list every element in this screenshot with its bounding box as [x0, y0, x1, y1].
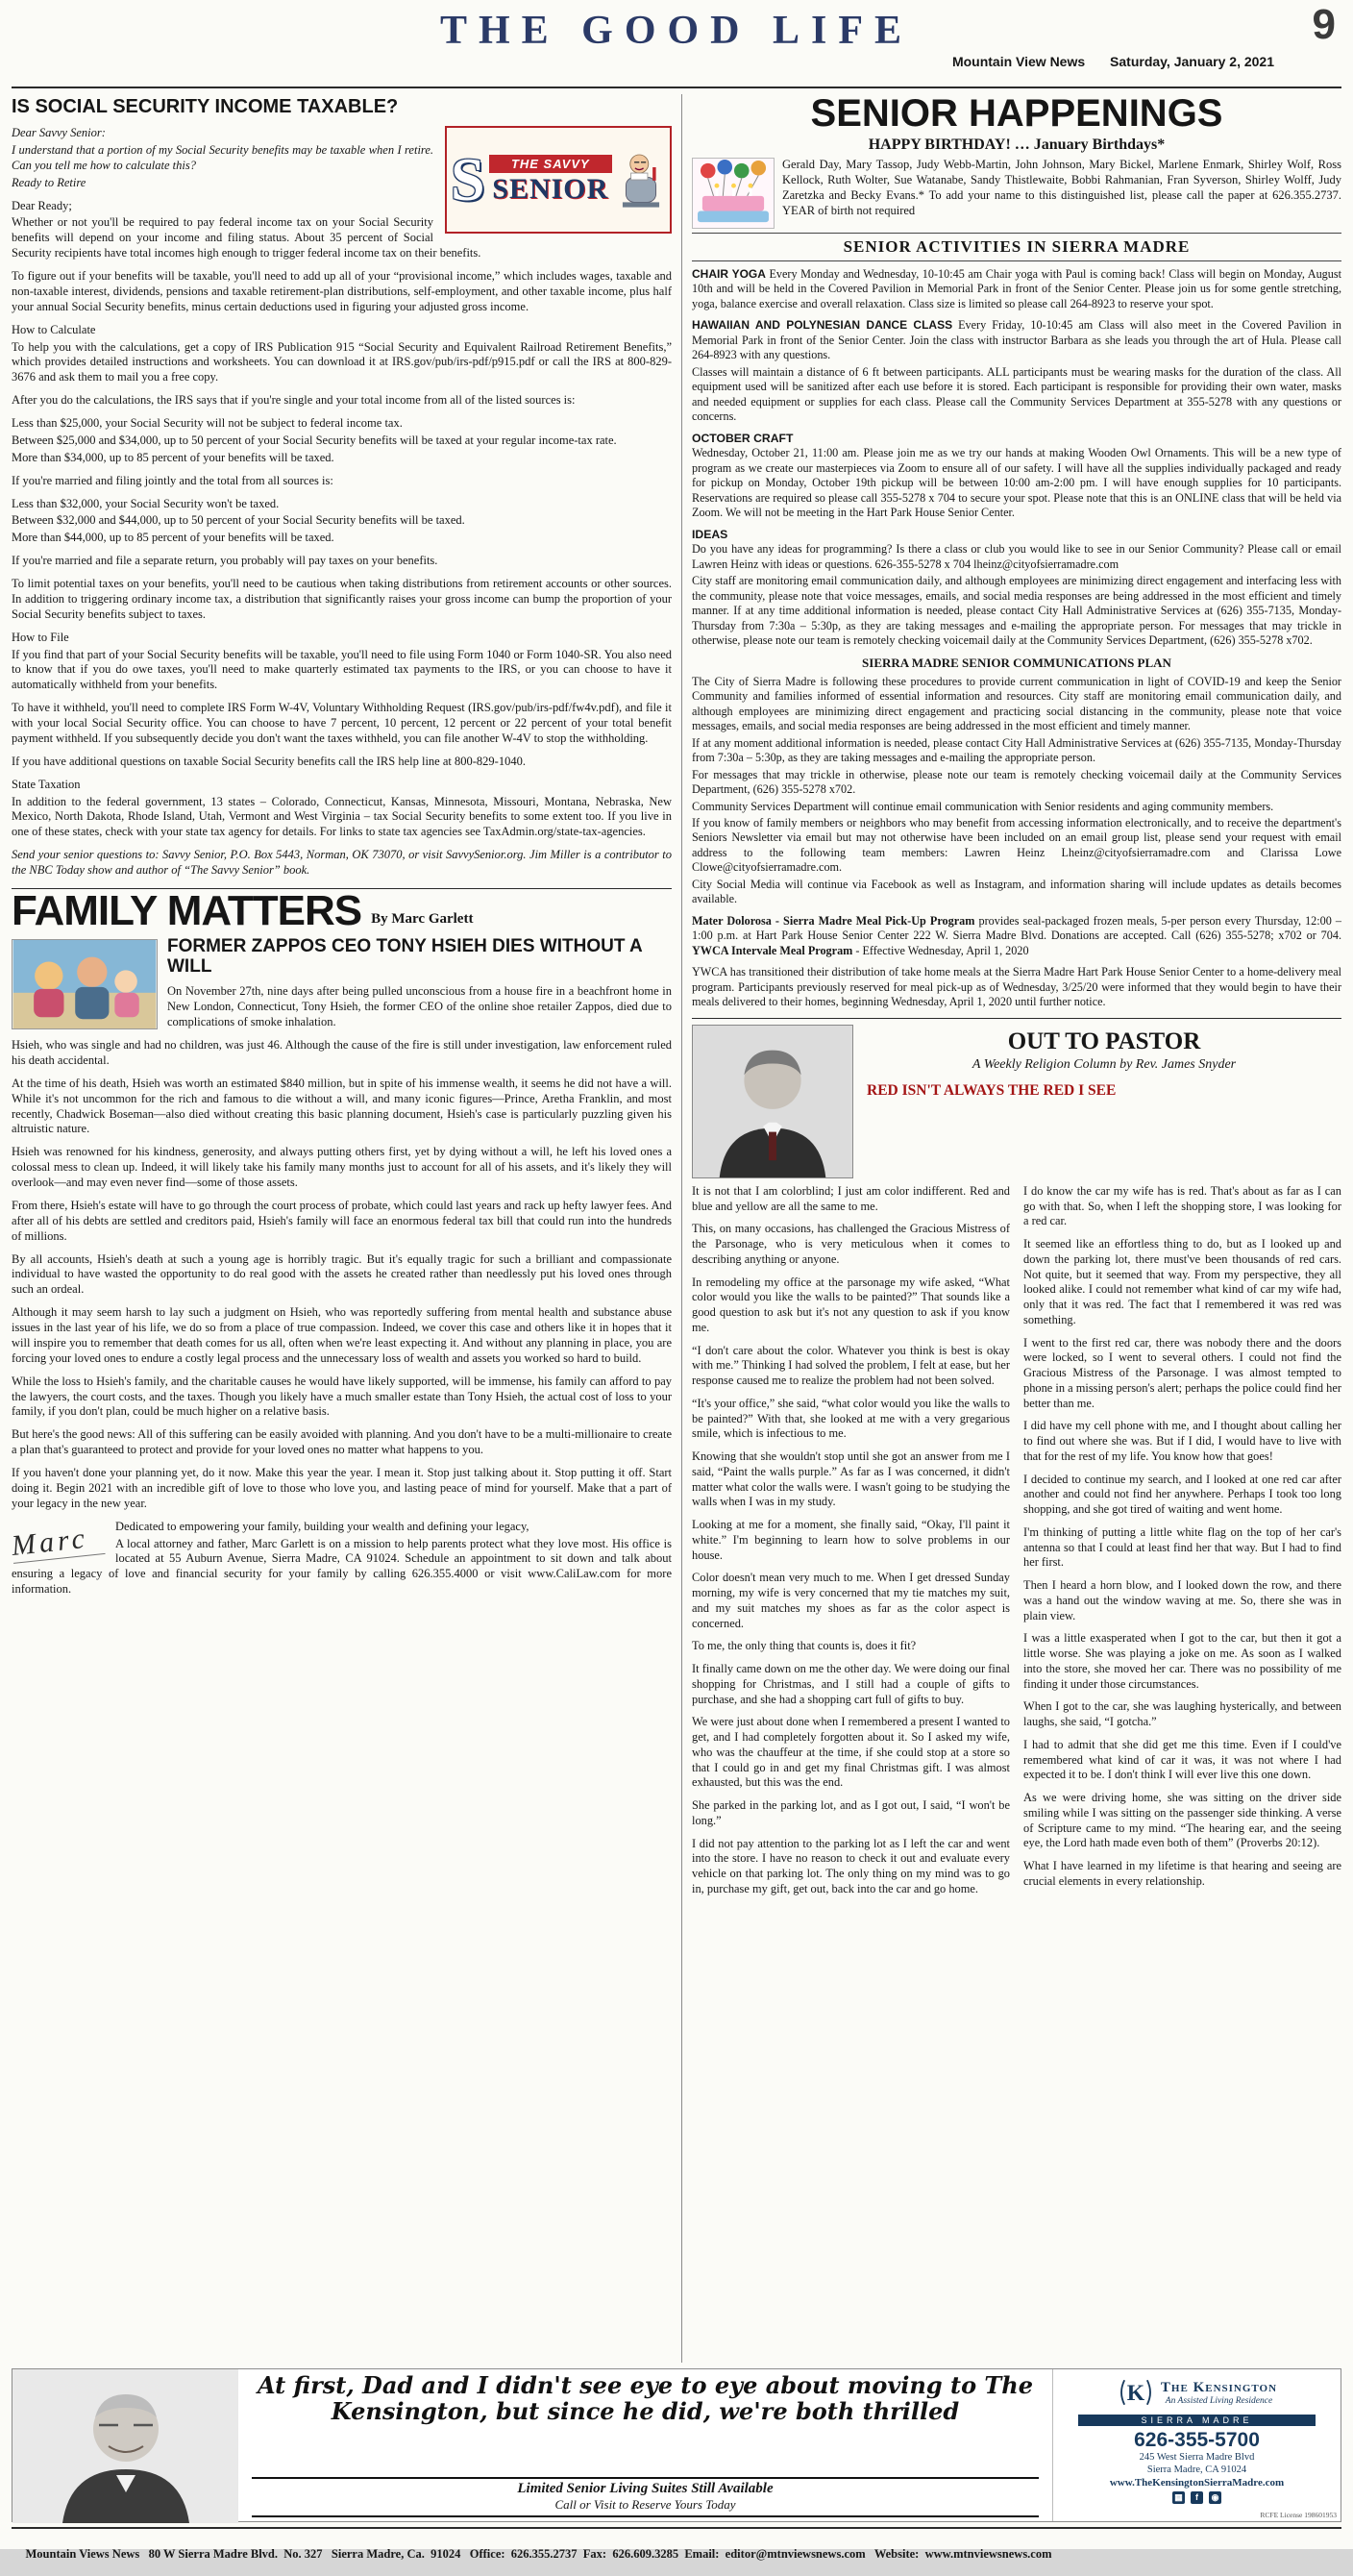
kensington-brand-block	[1052, 2369, 1341, 2521]
paragraph: Knowing that she wouldn't stop until she got an answer from me I said, “Paint the walls purple.” As far as I was concerned, it didn't matter what color the walls were. I wasn't going to be studying the walls when I was in my study.	[692, 1449, 1010, 1509]
page-body	[12, 94, 1341, 2363]
activity-item	[692, 267, 1341, 311]
family-matters-titlebar	[12, 886, 672, 934]
paragraph: Less than $25,000, your Social Security will not be subject to federal income tax.	[12, 416, 403, 430]
paragraph: If you have additional questions on taxable Social Security benefits call the IRS help line at 800-829-1040.	[12, 754, 526, 768]
ad-quote: At first, Dad and I didn't see eye to eye about moving to The Kensington, but since he did, we're both thrilled	[257, 2371, 1034, 2425]
paragraph: Between $32,000 and $44,000, up to 50 percent of your Social Security benefits will be taxed.	[12, 513, 465, 528]
paragraph: Color doesn't mean very much to me. When I get dressed Sunday morning, my wife is very concerned that my tie matches my suit, and my suit matches my shoes as far as the color aspect is concerned.	[692, 1571, 1010, 1630]
paragraph: If you're married and filing jointly and the total from all sources is:	[12, 473, 333, 487]
paragraph: If you haven't done your planning yet, do it now. Make this year the year. I mean it. Stop just talking about it. Stop putting it off. Start doing it. Begin 2021 with an incredible gift of love to those who love you, and lasting peace of mind for yourself. Make that a part of your legacy in the new year.	[12, 1466, 672, 1510]
brand-city-band: SIERRA MADRE	[1078, 2415, 1316, 2426]
footer-contact-line: Mountain Views News 80 W Sierra Madre Blvd. No. 327 Sierra Madre, Ca. 91024 Office: 626.355.2737 Fax: 626.609.3285 Email: editor@mtnviewsnews.com Website: www.mtnviewsnews.com	[25, 2547, 1052, 2561]
paper-name: Mountain View News	[951, 54, 1086, 69]
paragraph: We were just about done when I remembered a present I wanted to get, and I had completely forgotten about it. So I asked my wife, who was the chauffeur at the time, if she could stop at a store so that I could go in and get my final Christmas gift. I was almost exhausted, but this was the end.	[692, 1715, 1010, 1790]
paragraph: I do know the car my wife has is red. That's about as far as I can go with that. So, when I left the shopping store, I was looking for a red car.	[1023, 1183, 1341, 1228]
pastor-columns	[692, 1184, 1341, 1905]
paragraph: Hsieh, who was single and had no children, was just 46. Although the cause of the fire is still under investigation, law enforcement ruled his death accidental.	[12, 1038, 672, 1067]
meal-program-text: provides seal-packaged frozen meals, 5-per person every Thursday, 12:00 – 1:00 p.m. at Hart Park House Senior Center 222 W. Sierra Madre Blvd. Donations are accepted. Call (626) 355-5278; x702 or 704.	[692, 913, 1342, 943]
paragraph: To limit potential taxes on your benefits, you'll need to be cautious when taking distributions from retirement accounts or other sources. In addition to triggering ordinary income tax, a distribution that significantly raises your gross income can bump the proportion of your Social Security benefits subject to taxes.	[12, 577, 672, 621]
paragraph: Classes will maintain a distance of 6 ft between participants. ALL participants must be wearing masks for the duration of the class. All equipment used will be sanitized after each use before it is stored. Each participant is responsible for providing their own water, masks and needed equipment or supplies for each class. Please call the Community Services Department at 355-5278 with any questions or concerns.	[692, 364, 1341, 424]
paragraph: To have it withheld, you'll need to complete IRS Form W-4V, Voluntary Withholding Request (IRS.gov/pub/irs-pdf/fw4v.pdf), and file it with your local Social Security office. You can choose to have 7 percent, 10 percent, 12 percent or 22 percent of your total benefit payment withheld. If you subsequently decide you don't want the taxes withheld, you can file another W-4V to stop the withholding.	[12, 701, 672, 745]
senior-happenings-section	[692, 94, 1341, 229]
sub-heading: How to Calculate	[12, 322, 96, 336]
ad-strip-line2: Call or Visit to Reserve Yours Today	[554, 2497, 736, 2512]
paragraph: This, on many occasions, has challenged the Gracious Mistress of the Parsonage, who is very meticulous when it comes to describing anything or anyone.	[692, 1222, 1010, 1266]
instagram-icon: ◉	[1209, 2491, 1221, 2504]
section-title: THE GOOD LIFE	[439, 9, 914, 53]
paragraph: On November 27th, nine days after being pulled unconscious from a house fire in a beachfront home in New London, Connecticut, Tony Hsieh, the former CEO of the online shoe retailer Zappos, died due to complications of smoke inhalation.	[167, 984, 672, 1029]
paragraph: If you know of family members or neighbors who may benefit from accessing information electronically, and to receive the department's Seniors Newsletter via email but may not otherwise have been included on an email group list, please send your request with email address to the following team members: Lawren Heinz Lheinz@cityofsierramadre.com and Clarissa Lowe Clowe@cityofsierramadre.com.	[692, 815, 1341, 875]
paragraph: If you find that part of your Social Security benefits will be taxable, you'll need to file using Form 1040 or Form 1040-SR. You also need to know that if you do owe taxes, you'll need to make quarterly estimated tax payments to the IRS, or you can choose to have it automatically withheld from your benefits.	[12, 647, 672, 692]
paragraph: To help you with the calculations, get a copy of IRS Publication 915 “Social Security and Equivalent Railroad Retirement Benefits,” which provides detailed instructions and worksheets. You can download it at IRS.gov/pub/irs-pdf/p915.pdf or call the IRS at 800-829-3676 and ask them to mail you a free copy.	[12, 339, 672, 384]
paragraph: Then I heard a horn blow, and I looked down the row, and there was a hand out the window waving at me. So, there she was in plain view.	[1023, 1578, 1341, 1622]
paragraph: Although it may seem harsh to lay such a judgment on Hsieh, who was reportedly suffering from mental health and substance abuse issues in the last year of his life, we do so from a place of true compassion. Indeed, we cover this case and others like it in hopes that it will inspire you to remember that death comes for us all, often when we're least expecting it. And without any planning in place, you are forcing your loved ones to endure a costly legal process and the unnecessary loss of wealth and assets you worked so hard to build.	[12, 1305, 672, 1365]
page-number: 9	[1312, 1, 1336, 48]
activities-heading: SENIOR ACTIVITIES IN SIERRA MADRE	[692, 233, 1341, 261]
column-footer-note: Send your senior questions to: Savvy Senior, P.O. Box 5443, Norman, OK 73070, or visit SavvySenior.org. Jim Miller is a contributor to the NBC Today show and author of “The Savvy Senior” book.	[12, 848, 672, 877]
pastor-right-column	[1023, 1184, 1341, 1905]
article-title: FAMILY MATTERS	[12, 886, 362, 934]
family-photo	[12, 939, 158, 1029]
svg-text:K: K	[1126, 2381, 1145, 2407]
ad-website-url: www.TheKensingtonSierraMadre.com	[1109, 2477, 1285, 2489]
left-column	[12, 94, 682, 2363]
paragraph: Dear Ready;	[12, 198, 72, 212]
paragraph: Between $25,000 and $34,000, up to 50 percent of your Social Security benefits will be taxed at your regular income-tax rate.	[12, 433, 617, 447]
byline: By Marc Garlett	[371, 910, 474, 927]
paragraph: Whether or not you'll be required to pay federal income tax on your Social Security benefits will depend on your income and filing status. About 35 percent of Social Security recipients have total incomes high enough to trigger federal income tax on their benefits.	[12, 215, 481, 260]
paragraph: More than $44,000, up to 85 percent of your benefits will be taxed.	[12, 531, 334, 545]
paragraph: But here's the good news: All of this suffering can be easily avoided with planning. And you don't have to be a multi-millionaire to create a plan that's guaranteed to protect and provide for your loved ones no matter what happens to you.	[12, 1427, 672, 1457]
savvy-senior-cartoon-icon	[616, 138, 666, 221]
ad-license-number: RCFE License 198601953	[1260, 2510, 1337, 2519]
pastor-titles	[867, 1025, 1341, 1178]
intro-signoff: Ready to Retire	[12, 175, 86, 189]
activity-lead: CHAIR YOGA	[692, 267, 766, 281]
ad-message	[238, 2369, 1052, 2521]
paragraph: At the time of his death, Hsieh was worth an estimated $840 million, but in spite of his immense wealth, it seems he did not have a will. While it's not uncommon for the rich and famous to die without a will, and many iconic figures—Prince, Aretha Franklin, and most recently, Chadwick Boseman—also died without creating this basic planning document, Hsieh's case is particularly puzzling given his altruistic nature.	[12, 1076, 672, 1136]
ad-strip-line1: Limited Senior Living Suites Still Available	[517, 2481, 774, 2496]
ad-availability-strip	[252, 2477, 1039, 2517]
ywca-program-date: - Effective Wednesday, April 1, 2020	[855, 943, 1029, 957]
activity-text: Do you have any ideas for programming? Is there a class or club you would like to see in our Senior Community? Please call or email Lawren Heinz with ideas or questions. 626-355-5278 x 704 lheinz@cityofsierramadre.com	[692, 542, 1341, 571]
paragraph: The City of Sierra Madre is following these procedures to provide current communication in light of COVID-19 and keep the Senior Community and families informed of essential information and resources. City staff are monitoring email communication daily, and although employees are minimizing direct engagement and practicing social distancing in the community, please note that voice messages, emails, and social media responses are being addressed in the most efficient and timely manner.	[692, 674, 1341, 733]
kensington-logo	[1117, 2373, 1155, 2412]
paragraph: In addition to the federal government, 13 states – Colorado, Connecticut, Kansas, Minnesota, Missouri, Montana, Nebraska, New Mexico, North Dakota, Rhode Island, Utah, Vermont and West Virginia – tax Social Security benefits to some extent too. If you live in one of these states, check with your state tax agency for details. For links to state tax agencies see TaxAdmin.org/state-tax-agencies.	[12, 794, 672, 839]
marc-signature: Marc	[10, 1521, 105, 1564]
savvy-logo-senior: SENIOR	[492, 172, 609, 205]
senior-activities-section	[692, 233, 1341, 1010]
qr-code-icon: ▦	[1172, 2491, 1185, 2504]
intro-salutation: Dear Savvy Senior:	[12, 126, 106, 139]
paragraph: When I got to the car, she was laughing hysterically, and between laughs, she said, “I gotcha.”	[1023, 1699, 1341, 1729]
paragraph: For messages that may trickle in otherwise, please note our team is remotely checking voicemail daily at the Community Services Department, (626) 355-5278 x702.	[692, 767, 1341, 797]
meal-program-lead: Mater Dolorosa - Sierra Madre Meal Pick-Up Program	[692, 913, 975, 928]
meal-program-item	[692, 914, 1341, 958]
activity-lead: OCTOBER CRAFT	[692, 431, 794, 445]
paragraph: “I don't care about the color. Whatever you think is best is okay with me.” Thinking I had solved the problem, I felt at ease, but her response caused me to realize the problem had not been solved.	[692, 1343, 1010, 1388]
article-subhead: FORMER ZAPPOS CEO TONY HSIEH DIES WITHOUT A WILL	[167, 935, 643, 977]
column-subtitle: A Weekly Religion Column by Rev. James Snyder	[972, 1056, 1237, 1072]
activity-text: Wednesday, October 21, 11:00 am. Please join me as we try our hands at making Wooden Owl Ornaments. This will be a new type of program as we create our masterpieces via Zoom to ensure all of our safety. I will have all the supplies individually packaged and ready for pickup on Monday, October 19th pickup will be between 10:00 am-2:00 pm. I will have enough supplies for 10 participants. Reservations are required so please call 355-5278 x 704 to secure your spot. Please note that this is an ONLINE class that will be held via Zoom. We will not be meeting in the Hart Park House Senior Center.	[692, 446, 1341, 520]
pastor-photo	[692, 1025, 853, 1178]
kensington-ad	[12, 2368, 1341, 2522]
article-headline: IS SOCIAL SECURITY INCOME TAXABLE?	[12, 96, 399, 117]
paragraph: While the loss to Hsieh's family, and the charitable causes he would have likely supported, will be immense, his family can afford to pay the lawyers, the court costs, and the taxes. Though you likely have a much smaller estate than Tony Hsieh, the actual cost of loss to your family, if you don't plan, could be much higher on a relative basis.	[12, 1374, 672, 1419]
paragraph: She parked in the parking lot, and as I got out, I said, “I won't be long.”	[692, 1798, 1010, 1827]
ad-address-line1: 245 West Sierra Madre Blvd	[1139, 2452, 1255, 2463]
page-footer	[12, 2527, 1341, 2576]
masthead-line	[12, 54, 1341, 69]
paragraph: It is not that I am colorblind; I just am color indifferent. Red and blue and yellow are all the same to me.	[692, 1183, 1010, 1213]
page-header	[12, 1, 1341, 88]
paragraph: To me, the only thing that counts is, does it fit?	[692, 1639, 917, 1653]
column-title: OUT TO PASTOR	[1007, 1028, 1201, 1054]
paragraph: After you do the calculations, the IRS says that if you're single and your total income from all of the listed sources is:	[12, 393, 576, 408]
paragraph: City Social Media will continue via Facebook as well as Instagram, and information sharing will include updates as details becomes available.	[692, 877, 1341, 906]
paragraph: I did not pay attention to the parking lot as I left the car and went into the store. I have no reason to check it out and evaluate every vehicle on that parking lot. The only thing on my mind was to go in, purchase my gift, get out, back into the car and go home.	[692, 1836, 1010, 1895]
family-matters-article	[12, 888, 672, 1598]
column-headline: RED ISN'T ALWAYS THE RED I SEE	[867, 1081, 1117, 1099]
author-closing	[12, 1520, 672, 1598]
birthday-names	[782, 158, 1341, 219]
paragraph: To figure out if your benefits will be taxable, you'll need to add up all of your “provisional income,” which includes wages, taxable and non-taxable interest, dividends, pensions and taxable retirement-plan distributions, self-employment, and other taxable income, plus half your annual Social Security benefits, minus certain deductions used in figuring your adjusted gross income.	[12, 269, 672, 313]
pastor-header	[692, 1025, 1341, 1178]
section-headline: SENIOR HAPPENINGS	[810, 92, 1223, 135]
ad-address-line2: Sierra Madre, CA 91024	[1146, 2464, 1247, 2475]
birthday-block	[692, 158, 1341, 229]
activity-item	[692, 318, 1341, 362]
paragraph: If at any moment additional information is needed, please contact City Hall Administrative Services at (626) 355-7135, Monday-Thursday from 7:30a – 5:30p, as they are taking messages and e-mailing the appropriate person.	[692, 735, 1341, 765]
paragraph: Community Services Department will continue email communication with Senior residents and aging community members.	[692, 799, 1274, 813]
kensington-resident-photo	[12, 2369, 238, 2521]
activity-text: Every Monday and Wednesday, 10-10:45 am Chair yoga with Paul is coming back! Class will begin on Monday, August 10th and will be held in the Covered Pavilion in Memorial Park in front of the Senior Center. Please join us for some gentle stretching, yoga, balance exercise and overall relaxation. Class size is limited so please call 264-8923 to reserve your spot.	[692, 267, 1341, 310]
sub-heading: State Taxation	[12, 777, 81, 791]
author-bio: A local attorney and father, Marc Garlett is on a mission to help parents protect what they love most. His office is located at 55 Auburn Avenue, Sierra Madre, CA 91024. Schedule an appointment to sit down and talk about ensuring a legacy of love and financial security for your family by calling 626.355.4000 or visit www.CaliLaw.com for more information.	[12, 1536, 672, 1597]
sub-heading: How to File	[12, 630, 69, 644]
paragraph: YWCA has transitioned their distribution of take home meals at the Sierra Madre Hart Park House Senior Center to a home-delivery meal program. Participants previously reserved for meal pick-up as of Wednesday, 3/25/20 were informed that they would begin to have their meals delivered to their homes, beginning Wednesday, April 1, 2020 until further notice.	[692, 965, 1341, 1009]
savvy-senior-logo	[445, 126, 672, 234]
paragraph: Less than $32,000, your Social Security won't be taxed.	[12, 496, 280, 510]
activity-lead: IDEAS	[692, 527, 728, 541]
paragraph: I decided to continue my search, and I looked at one red car after another and could not find her anywhere. Perhaps I took too long shopping, and she got tired of waiting and went home.	[1023, 1472, 1341, 1517]
paragraph: I was a little exasperated when I got to the car, but then it got a little worse. She was playing a joke on me. As soon as I walked into the store, she moved her car. There was no possibility of me finding it under those circumstances.	[1023, 1631, 1341, 1691]
paragraph: More than $34,000, up to 85 percent of your benefits will be taxed.	[12, 450, 334, 464]
birthday-names-list: Gerald Day, Mary Tassop, Judy Webb-Martin, John Johnson, Mary Bickel, Marlene Enmark, Shirley Wolf, Ross Kellock, Ruth Wolter, Sue Watanabe, Sandy Thistlewaite, Bobbi Rahmanian, Fran Syverson, Shirley Wolff, Judy Zaretzka and Becky Evans.*	[782, 158, 1341, 202]
paragraph: Hsieh was renowned for his kindness, generosity, and always putting others first, yet by dying without a will, he left his loved ones a colossal mess to clean up. Indeed, it will likely take his family many months just to account for all of his assets, and it's likely they will overlook—and may even never find—some of those assets.	[12, 1145, 672, 1190]
activity-lead: HAWAIIAN AND POLYNESIAN DANCE CLASS	[692, 318, 953, 333]
ywca-program-lead: YWCA Intervale Meal Program	[692, 943, 853, 957]
savvy-logo-letter: S	[451, 145, 485, 213]
brand-name: The Kensington	[1160, 2379, 1278, 2395]
brand-tagline: An Assisted Living Residence	[1165, 2395, 1273, 2406]
closing-line: Dedicated to empowering your family, building your wealth and defining your legacy,	[115, 1519, 529, 1533]
paragraph: Looking at me for a moment, she finally said, “Okay, I'll paint it white.” I'm beginning to learn how to solve problems in our house.	[692, 1518, 1010, 1562]
issue-date: Saturday, January 2, 2021	[1110, 54, 1274, 69]
paragraph: In remodeling my office at the parsonage my wife asked, “What color would you like the walls to be painted?” That sounds like a good question to ask but it's not any question to ask if you know me.	[692, 1275, 1010, 1334]
paragraph: “It's your office,” she said, “what color would you like the walls to be painted?” With that, she looked at me with a very gregarious smile, which is infectious to me.	[692, 1396, 1010, 1441]
birthday-cake-icon	[692, 158, 775, 229]
ad-phone-number: 626-355-5700	[1134, 2429, 1260, 2451]
paragraph: I had to admit that she did get me this time. Even if I could've remembered what kind of car it was, it was not where I had expected it to be. I don't think I will ever live this one down.	[1023, 1737, 1341, 1782]
paragraph: It seemed like an effortless thing to do, but as I looked up and down the parking lot, there must've been thousands of red cars. Not quite, but it seemed that way. From my perspective, they all looked alike. I could not remember what kind of car my wife had, only that it was red. The fact that I remembered it was red was something.	[1023, 1237, 1341, 1326]
paragraph: City staff are monitoring email communication daily, and although employees are minimizing direct engagement and interfacing less with the community, please note that voice messages, emails, and social media responses are being addressed in the most efficient and timely manner. If at any time additional information is needed, please contact City Hall Administrative Services at (626) 355-7135, Monday-Thursday from 7:30a – 5:30p, as they are taking messages and e-mailing the appropriate person. For messages that may trickle in otherwise, please note our team is remotely checking voicemail daily at the Community Services Department, (626) 355-5278 x702.	[692, 574, 1341, 648]
savvy-senior-article	[12, 96, 672, 879]
right-column	[682, 94, 1341, 2363]
paragraph: I did have my cell phone with me, and I thought about calling her to find out where she was. But if I did, I would have to live with that for the rest of my life. You know how that goes!	[1023, 1419, 1341, 1463]
savvy-logo-band: THE SAVVY	[489, 155, 612, 173]
paragraph: If you're married and file a separate return, you probably will pay taxes on your benefits.	[12, 554, 438, 568]
paragraph: I'm thinking of putting a little white flag on the top of her car's antenna so that I could at least find her that way. But I had to find her first.	[1023, 1524, 1341, 1570]
paragraph: It finally came down on me the other day. We were doing our final shopping for Christmas, and I still had a couple of gifts to purchase, and she had a shopping cart full of gifts to buy.	[692, 1662, 1010, 1706]
communications-plan-heading: SIERRA MADRE SENIOR COMMUNICATIONS PLAN	[862, 655, 1171, 670]
ad-social-icons	[1061, 2491, 1333, 2504]
out-to-pastor-section	[692, 1018, 1341, 1905]
paragraph: By all accounts, Hsieh's death at such a young age is horribly tragic. But it's equally tragic for such a brilliant and compassionate individual to have wasted the opportunity to do real good with the assets he created rather than needlessly put his loved ones through such an ordeal.	[12, 1251, 672, 1297]
paragraph: What I have learned in my lifetime is that hearing and seeing are crucial elements in every relationship.	[1023, 1859, 1341, 1888]
intro-question: I understand that a portion of my Social Security benefits may be taxable when I retire. Can you tell me how to calculate this?	[12, 142, 433, 172]
facebook-icon: f	[1191, 2491, 1203, 2504]
pastor-left-column	[692, 1184, 1010, 1905]
paragraph: From there, Hsieh's estate will have to go through the court process of probate, which could last years and rack up hefty lawyer fees. And after all of his debts are settled and creditors paid, Hsieh's family will face an enormous federal tax bill that could run into the hundreds of millions.	[12, 1198, 672, 1243]
paragraph: As we were driving home, she was sitting on the driver side smiling while I was sitting on the passenger side thinking. A verse of Scripture came to my mind. “The hearing ear, and the seeing eye, the Lord hath made even both of them” (Proverbs 20:12).	[1023, 1791, 1341, 1850]
paragraph: I went to the first red car, there was nobody there and the doors were locked, so I went to several others. I could not find the Gracious Mistress of the Parsonage. I was almost tempted to phone in a missing person's alert; perhaps the police could find her better than me.	[1023, 1335, 1341, 1410]
activity-text: Every Friday, 10-10:45 am Class will also meet in the Covered Pavilion in Memorial Park in front of the Senior Center. Join the class with instructor Barbara as she leads you through the art of Hula. Please call 264-8923 with any questions.	[692, 318, 1341, 362]
birthday-heading: HAPPY BIRTHDAY! … January Birthdays*	[868, 136, 1166, 153]
savvy-logo-text	[489, 155, 612, 206]
birthday-note: To add your name to this distinguished list, please call the paper at 626.355.2737. YEAR of birth not required	[782, 187, 1341, 217]
